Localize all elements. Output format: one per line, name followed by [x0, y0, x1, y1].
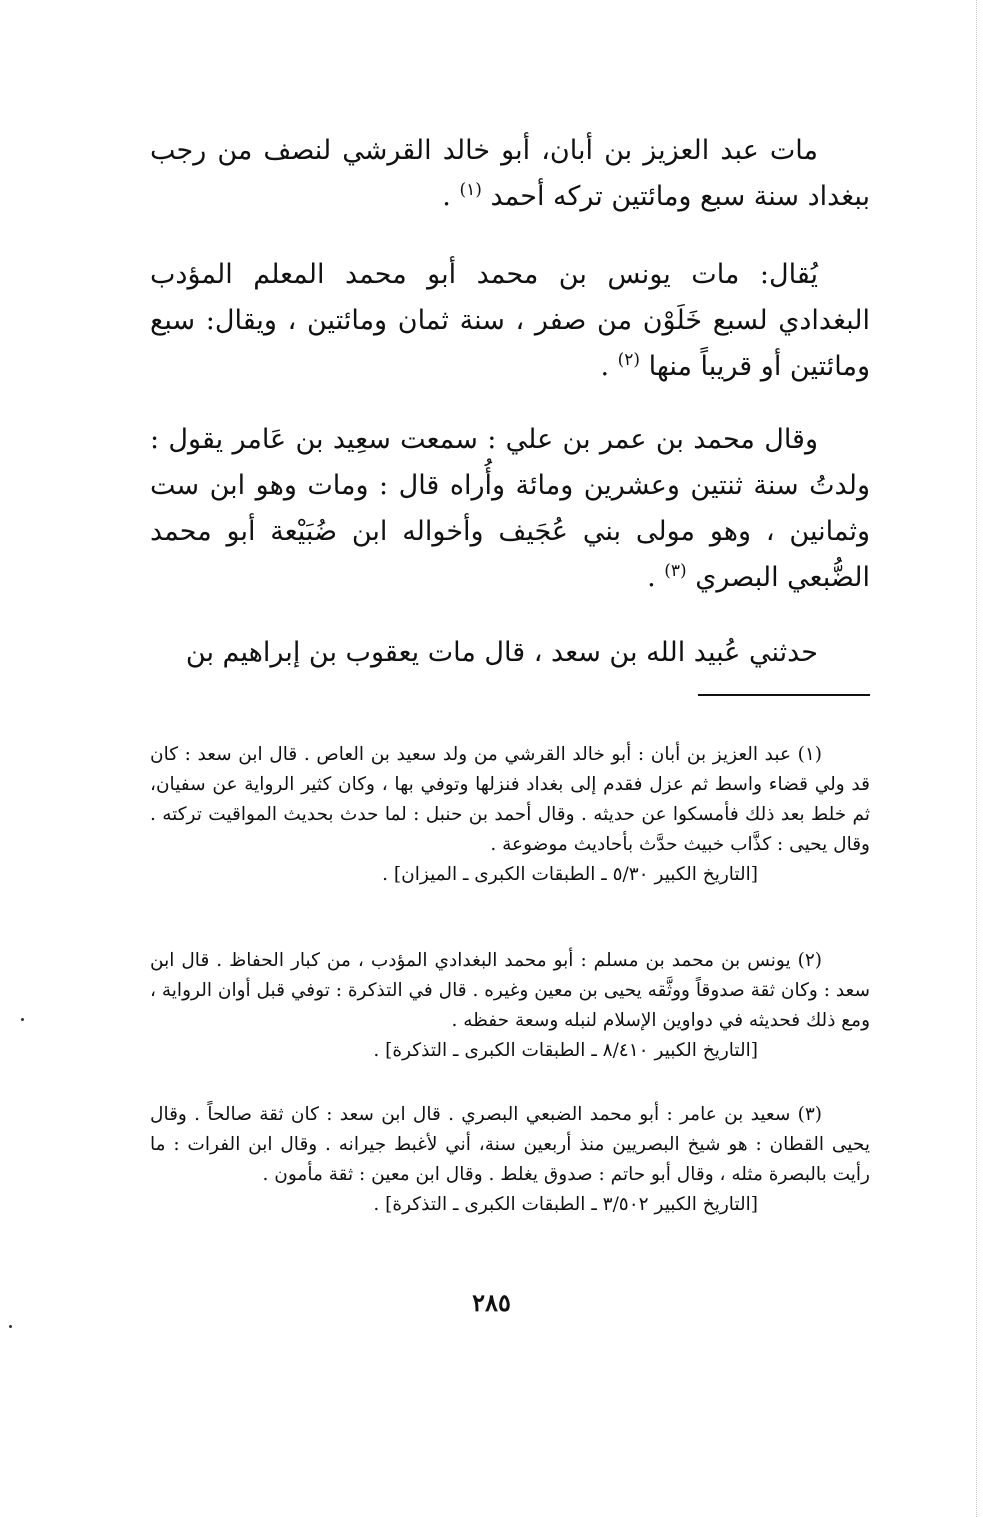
paragraph-3-text: وقال محمد بن عمر بن علي : سمعت سعِيد بن عَامر يقول : ولدتُ سنة ثنتين وعشرين ومائة وأُراه قال : ومات وهو ابن ست وثمانين ، وهو مولى بني عُجَيف وأخواله ابن ضُبَيْعة أبو محمد الضُّبعي البصري — [150, 424, 870, 593]
footnote-1 — [150, 740, 870, 890]
footnote-2-text: (٢) يونس بن محمد بن مسلم : أبو محمد البغدادي المؤدب ، من كبار الحفاظ . قال ابن سعد : وكان ثقة صدوقاً ووثَّقه يحيى بن معين وغيره . قال في التذكرة : توفي قبل أوان الرواية ، ومع ذلك فحديثه في دواوين الإسلام لنبله وسعة حفظه . — [150, 950, 870, 1031]
paragraph-2-end: . — [600, 351, 610, 382]
paragraph-4-text: حدثني عُبيد الله بن سعد ، قال مات يعقوب بن إبراهيم بن — [185, 637, 818, 668]
footnote-2 — [150, 946, 870, 1066]
paragraph-1-end: . — [442, 181, 451, 212]
paragraph-1-text: مات عبد العزيز بن أبان، أبو خالد القرشي لنصف من رجب ببغداد سنة سبع ومائتين تركه أحمد — [150, 135, 870, 212]
footnote-3 — [150, 1100, 870, 1220]
main-paragraph-2 — [150, 252, 870, 390]
footnote-1-text: (١) عبد العزيز بن أبان : أبو خالد القرشي من ولد سعيد بن العاص . قال ابن سعد : كان قد ولي قضاء واسط ثم عزل فقدم إلى بغداد فنزلها وتوفي بها ، وكان كثير الرواية عن سفيان، ثم خلط بعد ذلك فأمسكوا عن حديثه . وقال أحمد بن حنبل : لما حدث بحديث المواقيت تركته . وقال يحيى : كذَّاب خبيث حدَّث بأحاديث موضوعة . — [150, 744, 870, 855]
footnote-separator — [698, 694, 870, 696]
main-paragraph-3 — [150, 417, 870, 601]
footnote-ref-1: (١) — [459, 180, 482, 200]
scan-edge-line — [976, 0, 977, 1517]
paragraph-3-end: . — [647, 562, 656, 593]
footnote-2-source: [التاريخ الكبير ٨/٤١٠ ـ الطبقات الكبرى ـ التذكرة] . — [373, 1040, 758, 1061]
footnote-ref-2: (٢) — [617, 350, 641, 370]
scan-speck — [9, 1325, 12, 1328]
paragraph-2-text: يُقال: مات يونس بن محمد أبو محمد المعلم المؤدب البغدادي لسبع خَلَوْن من صفر ، سنة ثمان ومائتين ، ويقال: سبع ومائتين أو قريباً منها — [150, 259, 870, 382]
footnote-ref-3: (٣) — [664, 561, 687, 581]
footnote-3-source: [التاريخ الكبير ٣/٥٠٢ ـ الطبقات الكبرى ـ التذكرة] . — [373, 1194, 758, 1215]
footnote-3-text: (٣) سعيد بن عامر : أبو محمد الضبعي البصري . قال ابن سعد : كان ثقة صالحاً . وقال يحيى القطان : هو شيخ البصريين منذ أربعين سنة، أني لأغبط جيرانه . وقال ابن الفرات : ما رأيت بالبصرة مثله ، وقال أبو حاتم : صدوق يغلط . وقال ابن معين : ثقة مأمون . — [150, 1104, 870, 1185]
page-number: ٢٨٥ — [472, 1288, 511, 1317]
main-paragraph-4 — [150, 630, 870, 676]
scan-speck — [21, 1018, 24, 1021]
footnote-1-source: [التاريخ الكبير ٥/٣٠ ـ الطبقات الكبرى ـ الميزان] . — [382, 864, 758, 885]
main-paragraph-1 — [150, 128, 870, 220]
